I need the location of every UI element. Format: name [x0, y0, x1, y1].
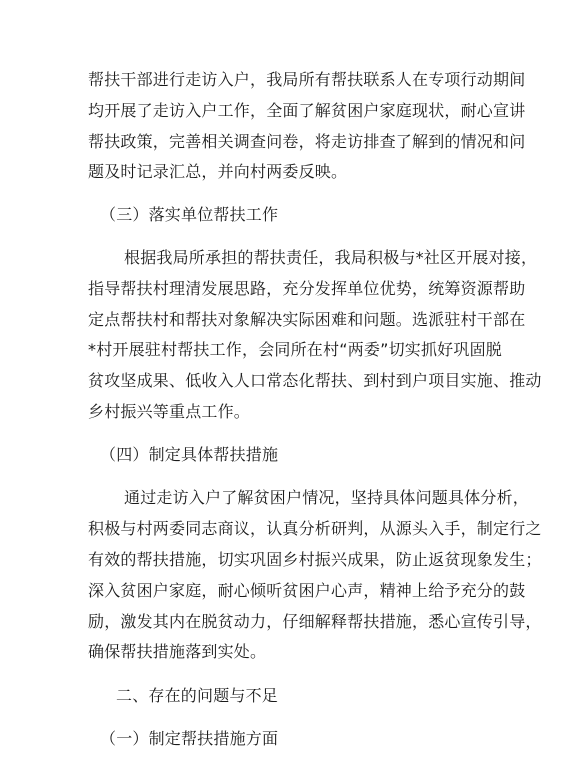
subsection-heading-1: （一）制定帮扶措施方面: [100, 729, 279, 748]
paragraph-line: 帮扶干部进行走访入户，我局所有帮扶联系人在专项行动期间: [88, 70, 526, 89]
paragraph-line: 贫攻坚成果、低收入人口常态化帮扶、到村到户项目实施、推动: [88, 371, 542, 390]
paragraph-line: 积极与村两委同志商议，认真分析研判，从源头入手，制定行之: [88, 519, 542, 538]
paragraph-line: 有效的帮扶措施，切实巩固乡村振兴成果，防止返贫现象发生；: [88, 550, 542, 569]
paragraph-line: 均开展了走访入户工作，全面了解贫困户家庭现状，耐心宣讲: [88, 101, 526, 120]
paragraph-line: 题及时记录汇总，并向村两委反映。: [88, 162, 348, 181]
section-heading-3: （三）落实单位帮扶工作: [100, 205, 279, 224]
paragraph-line: 励，激发其内在脱贫动力，仔细解释帮扶措施，悉心宣传引导，: [88, 612, 542, 631]
paragraph-line: 帮扶政策，完善相关调查问卷，将走访排查了解到的情况和问: [88, 132, 526, 151]
section-heading-4: （四）制定具体帮扶措施: [100, 445, 279, 464]
paragraph-line: 指导帮扶村理清发展思路，充分发挥单位优势，统筹资源帮助: [88, 279, 526, 298]
paragraph-line: 定点帮扶村和帮扶对象解决实际困难和问题。选派驻村干部在: [88, 310, 526, 329]
section-heading-2: 二、存在的问题与不足: [116, 686, 279, 705]
paragraph-line: 通过走访入户了解贫困户情况，坚持具体问题具体分析，: [124, 488, 530, 507]
paragraph-line: 乡村振兴等重点工作。: [88, 402, 251, 421]
paragraph-line: *村开展驻村帮扶工作，会同所在村“两委”切实抓好巩固脱: [88, 340, 502, 359]
paragraph-line: 确保帮扶措施落到实处。: [88, 642, 267, 661]
paragraph-line: 根据我局所承担的帮扶责任，我局积极与*社区开展对接，: [124, 248, 538, 267]
paragraph-line: 深入贫困户家庭，耐心倾听贫困户心声，精神上给予充分的鼓: [88, 581, 526, 600]
